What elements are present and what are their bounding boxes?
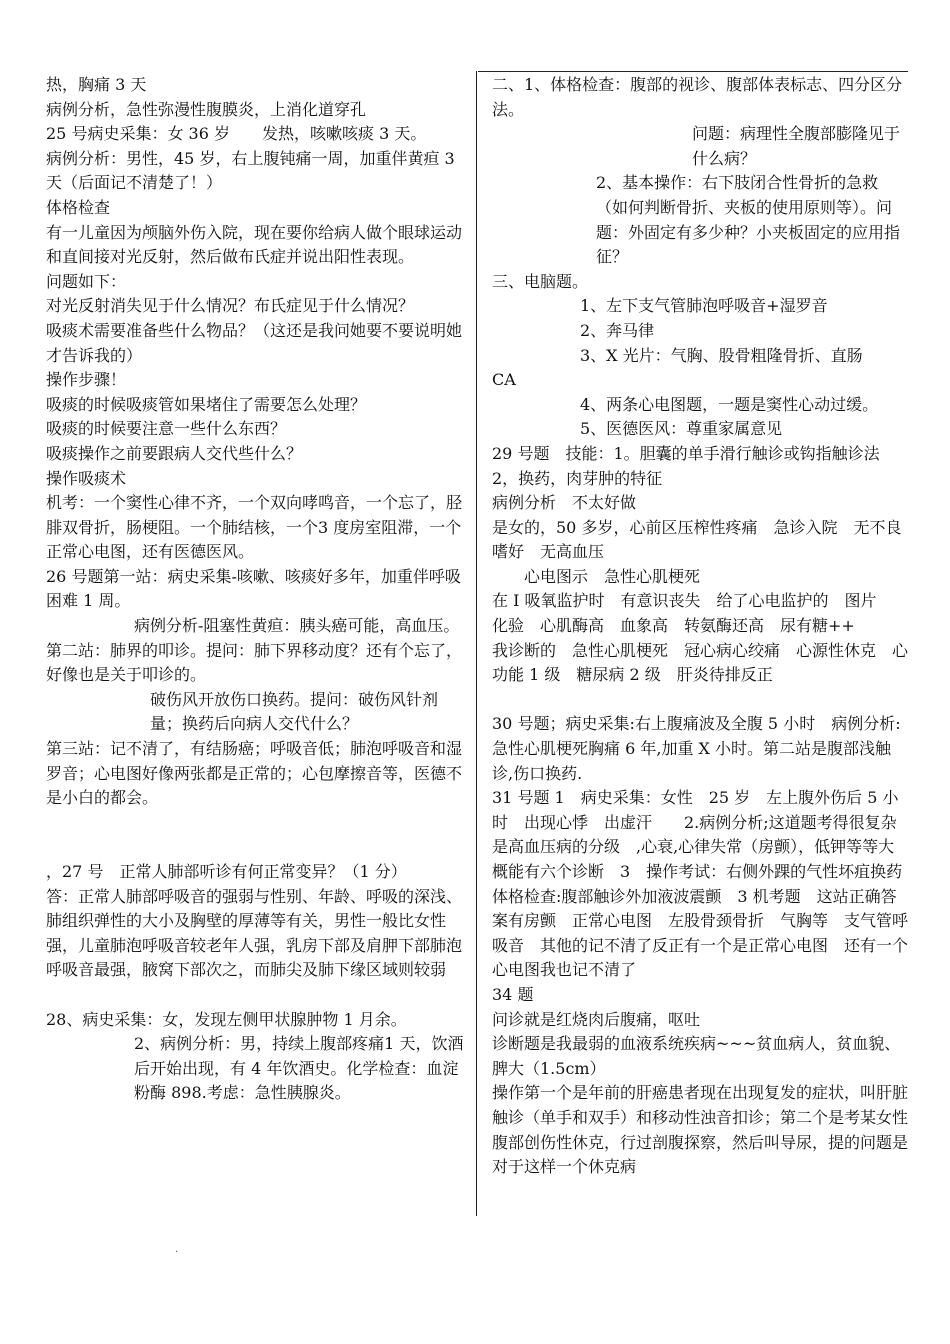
left-column bbox=[46, 73, 466, 1106]
right-paragraph-2: 问题：病理性全腹部膨隆见于什么病？ bbox=[692, 124, 901, 168]
right-paragraph-6: 2、奔马律 bbox=[580, 320, 655, 340]
right-paragraph-17: 我诊断的 急性心肌梗死 冠心病心绞痛 心源性休克 心功能 1 级 糖尿病 2 级 肝炎待排反正 bbox=[492, 640, 909, 685]
left-paragraph-17: 病例分析-阻塞性黄疸：胰头癌可能，高血压。 bbox=[134, 616, 460, 636]
left-paragraph-10: 操作步骤！ bbox=[46, 370, 127, 390]
right-paragraph-7: 3、X 光片：气胸、股骨粗隆骨折、直肠 bbox=[580, 345, 863, 365]
left-paragraph-1: 热，胸痛 3 天 bbox=[46, 75, 147, 94]
right-paragraph-23: 操作第一个是年前的肝癌患者现在出现复发的症状，叫肝脏触诊（单手和双手）和移动性浊音扣诊；第二个是考某女性腹部创伤性休克，行过剖腹探察，然后叫导尿，提的问题是对于这样一个休克病 bbox=[492, 1083, 909, 1177]
left-paragraph-2: 病例分析，急性弥漫性腹膜炎，上消化道穿孔 bbox=[46, 99, 367, 119]
left-paragraph-18: 第二站：肺界的叩诊。提问：肺下界移动度？还有个忘了，好像也是关于叩诊的。 bbox=[46, 640, 463, 685]
right-paragraph-9: 4、两条心电图题，一题是窦性心动过缓。 bbox=[580, 394, 879, 414]
left-spacer bbox=[46, 983, 466, 1008]
left-paragraph-24: 2、病例分析：男，持续上腹部疼痛1 天，饮酒后开始出现，有 4 年饮酒史。化学检查：血淀粉酶 898.考虑：急性胰腺炎。 bbox=[134, 1034, 464, 1103]
left-paragraph-21: ，27 号 正常人肺部听诊有何正常变异？（1 分） bbox=[46, 862, 407, 881]
right-paragraph-16: 化验 心肌酶高 血象高 转氨酶还高 尿有糖++ bbox=[492, 616, 855, 636]
left-paragraph-4: 病例分析：男性，45 岁，右上腹钝痛一周，加重伴黄疸 3 天（后面记不清楚了！） bbox=[46, 148, 455, 193]
right-paragraph-8: CA bbox=[492, 370, 516, 390]
left-paragraph-14: 操作吸痰术 bbox=[46, 468, 127, 488]
right-paragraph-22: 诊断题是我最弱的血液系统疾病~~~贫血病人，贫血貌、脾大（1.5cm） bbox=[492, 1034, 901, 1078]
left-spacer bbox=[46, 811, 466, 860]
left-paragraph-15: 机考：一个窦性心律不齐，一个双向哮鸣音，一个忘了，胫腓双骨折，肠梗阻。一个肺结核，一个3 度房室阻滞，一个正常心电图，还有医德医风。 bbox=[46, 493, 463, 562]
right-paragraph-1: 二、1、体格检查：腹部的视诊、腹部体表标志、四分区分法。 bbox=[492, 75, 903, 119]
right-paragraph-12: 病例分析 不太好做 bbox=[492, 493, 637, 513]
right-paragraph-20: 34 题 bbox=[492, 984, 534, 1004]
right-column bbox=[492, 73, 950, 1180]
left-paragraph-8: 对光反射消失见于什么情况？布氏症见于什么情况？ bbox=[46, 296, 415, 316]
right-paragraph-18: 30 号题；病史采集:右上腹痛波及全腹 5 小时 病例分析:急性心肌梗死胸痛 6 年,加重 X 小时。第二站是腹部浅触诊,伤口换药. bbox=[492, 714, 901, 783]
right-paragraph-21: 问诊就是红烧肉后腹痛，呕吐 bbox=[492, 1009, 701, 1029]
left-paragraph-6: 有一儿童因为颅脑外伤入院，现在要你给病人做个眼球运动和直间接对光反射，然后做布氏症并说出阳性表现。 bbox=[46, 222, 463, 267]
right-paragraph-4: 三、电脑题。 bbox=[492, 271, 589, 291]
right-paragraph-14: 心电图示 急性心肌梗死 bbox=[524, 566, 701, 586]
right-paragraph-3: 2、基本操作：右下肢闭合性骨折的急救（如何判断骨折、夹板的使用原则等）。问题：外固定有多少种？小夹板固定的应用指征？ bbox=[596, 173, 901, 267]
left-paragraph-5: 体格检查 bbox=[46, 197, 111, 217]
left-paragraph-3: 25 号病史采集：女 36 岁 发热，咳嗽咳痰 3 天。 bbox=[46, 124, 427, 144]
footer-mark: . bbox=[175, 1244, 179, 1255]
left-paragraph-20: 第三站：记不清了，有结肠癌；呼吸音低；肺泡呼吸音和湿罗音；心电图好像两张都是正常的；心包摩擦音等，医德不是小白的都会。 bbox=[46, 739, 463, 808]
left-paragraph-16: 26 号题第一站：病史采集-咳嗽、咳痰好多年，加重伴呼吸困难 1 周。 bbox=[46, 566, 461, 611]
left-paragraph-7: 问题如下： bbox=[46, 271, 127, 291]
right-paragraph-5: 1、左下支气管肺泡呼吸音+湿罗音 bbox=[580, 296, 828, 316]
right-paragraph-19: 31 号题 1 病史采集：女性 25 岁 左上腹外伤后 5 小时 出现心悸 出虚汗 2.病例分析;这道题考得很复杂 是高血压病的分级 ,心衰,心律失常（房颤），低钾等等大概能有六个诊断 3 操作考试：右侧外踝的气性坏疽换药 体格检查:腹部触诊外加液波震颤 3 机考题 这站正确答案有房颤 正常心电图 左股骨颈骨折 气胸等 支气管呼吸音 其他的记不清了反正有一个是正常心电图 还有一个心电图我也记不清了 bbox=[492, 788, 950, 980]
right-spacer bbox=[492, 688, 908, 713]
top-rule-line bbox=[478, 71, 908, 72]
right-paragraph-13: 是女的，50 多岁，心前区压榨性疼痛 急诊入院 无不良嗜好 无高血压 bbox=[492, 517, 902, 562]
right-paragraph-15: 在 I 吸氧监护时 有意识丧失 给了心电监护的 图片 bbox=[492, 591, 877, 611]
left-paragraph-19: 破伤风开放伤口换药。提问：破伤风针剂量；换药后向病人交代什么？ bbox=[150, 689, 439, 734]
left-paragraph-11: 吸痰的时候吸痰管如果堵住了需要怎么处理？ bbox=[46, 394, 367, 414]
left-paragraph-12: 吸痰的时候要注意一些什么东西？ bbox=[46, 419, 287, 439]
right-paragraph-10: 5、医德医风：尊重家属意见 bbox=[580, 419, 783, 439]
left-paragraph-23: 28、病史采集：女，发现左侧甲状腺肿物 1 月余。 bbox=[46, 1009, 407, 1029]
column-divider bbox=[476, 71, 477, 1216]
left-paragraph-22: 答：正常人肺部呼吸音的强弱与性别、年龄、呼吸的深浅、肺组织弹性的大小及胸壁的厚薄等有关，男性一般比女性强，儿童肺泡呼吸音较老年人强，乳房下部及肩胛下部肺泡呼吸音最强，腋窝下部次之，而肺尖及肺下缘区域则较弱 bbox=[46, 886, 463, 980]
left-paragraph-13: 吸痰操作之前要跟病人交代些什么？ bbox=[46, 443, 303, 463]
left-paragraph-9: 吸痰术需要准备些什么物品？（这还是我问她要不要说明她才告诉我的） bbox=[46, 320, 463, 365]
right-paragraph-11: 29 号题 技能：1。胆囊的单手滑行触诊或钩指触诊法 2，换药，肉芽肿的特征 bbox=[492, 443, 912, 488]
